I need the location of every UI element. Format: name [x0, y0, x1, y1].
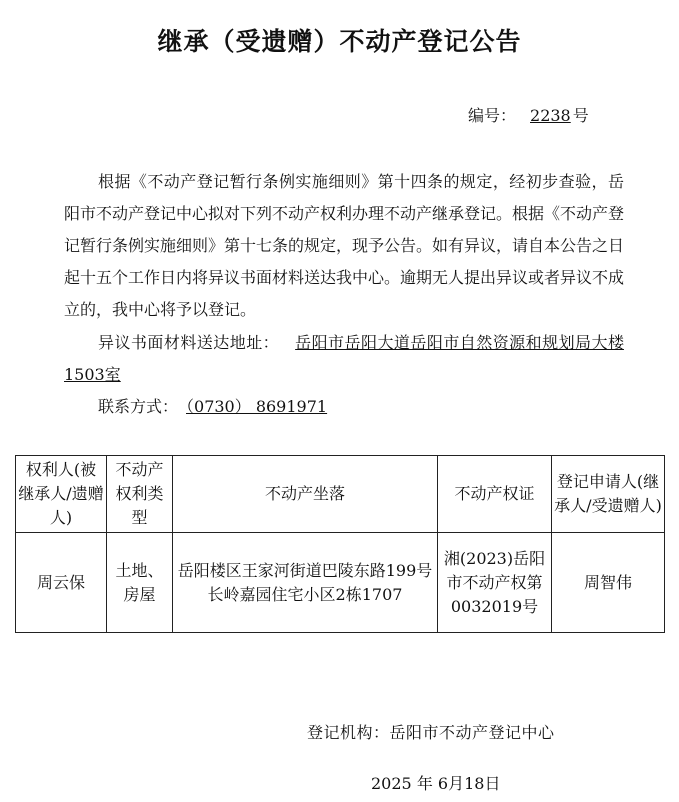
objection-address-label: 异议书面材料送达地址：: [98, 333, 280, 352]
registrar: [307, 720, 555, 743]
date-day: 18: [464, 774, 485, 793]
contact-label: 联系方式：: [98, 397, 179, 416]
document-number-suffix: 号: [572, 106, 589, 125]
registrar-value: 岳阳市不动产登记中心: [389, 723, 555, 742]
notice-body: [64, 166, 624, 423]
header-right-type: 不动产权利类型: [107, 456, 173, 533]
property-table: [15, 455, 665, 633]
cell-rights-holder: 周云保: [16, 533, 107, 633]
document-number-value: 2238: [530, 106, 571, 125]
date-day-unit: 日: [484, 774, 501, 793]
header-location: 不动产坐落: [173, 456, 438, 533]
date-year: 2025: [371, 774, 412, 793]
contact-value: （0730） 8691971: [186, 397, 328, 416]
table-header-row: [16, 456, 665, 533]
header-applicant: 登记申请人(继承人/受遗赠人): [552, 456, 665, 533]
notice-date: [371, 771, 501, 794]
registrar-label: 登记机构：: [307, 723, 390, 742]
cell-certificate: 湘(2023)岳阳市不动产权第0032019号: [438, 533, 552, 633]
document-number: [468, 103, 589, 126]
contact-info: [64, 391, 624, 423]
objection-address: [64, 327, 624, 391]
header-certificate: 不动产权证: [438, 456, 552, 533]
date-month: 6: [437, 774, 449, 793]
notice-paragraph: 根据《不动产登记暂行条例实施细则》第十四条的规定，经初步查验，岳阳市不动产登记中心拟对下列不动产权利办理不动产继承登记。根据《不动产登记暂行条例实施细则》第十七条的规定，现予公告。如有异议，请自本公告之日起十五个工作日内将异议书面材料送达我中心。逾期无人提出异议或者异议不成立的，我中心将予以登记。: [64, 172, 625, 319]
document-number-label: 编号：: [468, 106, 517, 125]
page-title: 继承（受遗赠）不动产登记公告: [157, 27, 522, 56]
cell-location: 岳阳楼区王家河街道巴陵东路199号长岭嘉园住宅小区2栋1707: [173, 533, 438, 633]
date-year-unit: 年: [416, 774, 433, 793]
header-rights-holder: 权利人(被继承人/遗赠人): [16, 456, 107, 533]
cell-right-type: 土地、房屋: [107, 533, 173, 633]
date-month-unit: 月: [448, 774, 465, 793]
objection-address-value: 岳阳市岳阳大道岳阳市自然资源和规划局大楼1503室: [64, 333, 624, 384]
table-row: [16, 533, 665, 633]
cell-applicant: 周智伟: [552, 533, 665, 633]
